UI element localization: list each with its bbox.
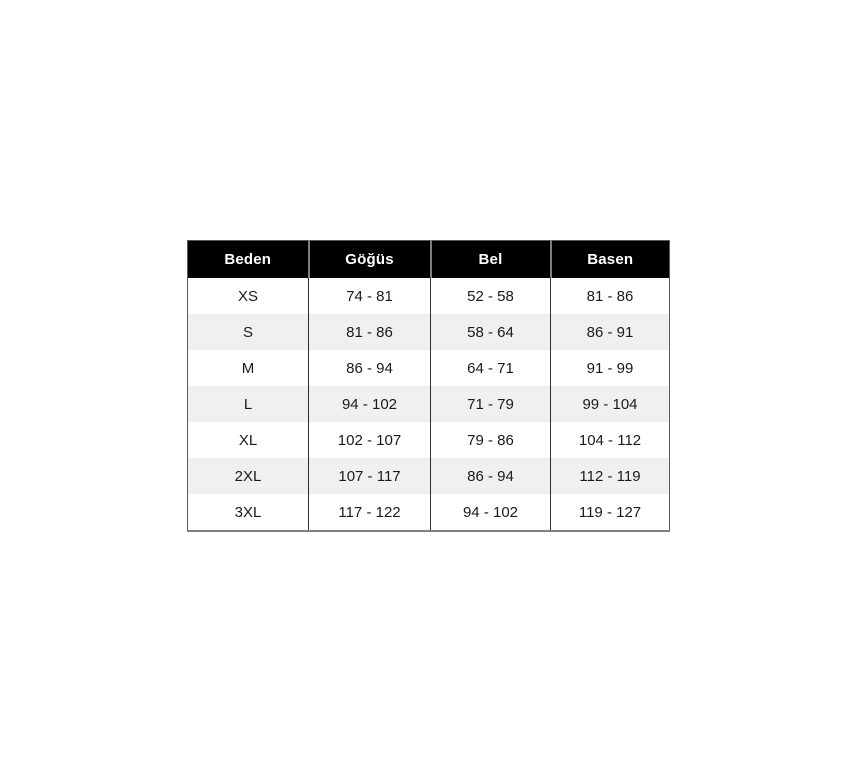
cell-size: 2XL — [234, 467, 262, 485]
table-row-s — [188, 314, 670, 350]
cell-hip: 104 - 112 — [551, 422, 670, 458]
cell-chest: 102 - 107 — [309, 422, 431, 458]
cell-chest: 117 - 122 — [309, 494, 431, 531]
cell-hip: 112 - 119 — [551, 458, 670, 494]
cell-waist: 79 - 86 — [431, 422, 551, 458]
cell-waist: 64 - 71 — [431, 350, 551, 386]
table-row-l — [188, 386, 670, 422]
cell-hip: 119 - 127 — [551, 494, 670, 531]
cell-size: S — [242, 323, 253, 341]
cell-size: XS — [237, 287, 258, 305]
cell-chest: 74 - 81 — [309, 278, 431, 314]
col-header-size: Beden — [188, 241, 309, 279]
cell-size: M — [241, 359, 255, 377]
table-row-xs — [188, 278, 670, 314]
size-chart-body — [188, 278, 670, 531]
size-chart-header — [188, 241, 670, 279]
cell-waist: 52 - 58 — [431, 278, 551, 314]
cell-chest: 86 - 94 — [309, 350, 431, 386]
cell-waist: 94 - 102 — [431, 494, 551, 531]
cell-chest: 107 - 117 — [309, 458, 431, 494]
table-row-m — [188, 350, 670, 386]
cell-hip: 81 - 86 — [551, 278, 670, 314]
cell-hip: 91 - 99 — [551, 350, 670, 386]
header-row — [188, 241, 670, 279]
col-header-chest: Göğüs — [309, 241, 431, 279]
size-chart-table — [187, 240, 670, 532]
cell-chest: 81 - 86 — [309, 314, 431, 350]
cell-hip: 99 - 104 — [551, 386, 670, 422]
table-row-3xl — [188, 494, 670, 531]
cell-chest: 94 - 102 — [309, 386, 431, 422]
col-header-hip: Basen — [551, 241, 670, 279]
cell-hip: 86 - 91 — [551, 314, 670, 350]
cell-size: 3XL — [234, 503, 262, 521]
col-header-waist: Bel — [431, 241, 551, 279]
cell-size: L — [243, 395, 253, 413]
cell-waist: 86 - 94 — [431, 458, 551, 494]
cell-waist: 58 - 64 — [431, 314, 551, 350]
cell-size: XL — [238, 431, 258, 449]
cell-waist: 71 - 79 — [431, 386, 551, 422]
table-row-2xl — [188, 458, 670, 494]
table-row-xl — [188, 422, 670, 458]
